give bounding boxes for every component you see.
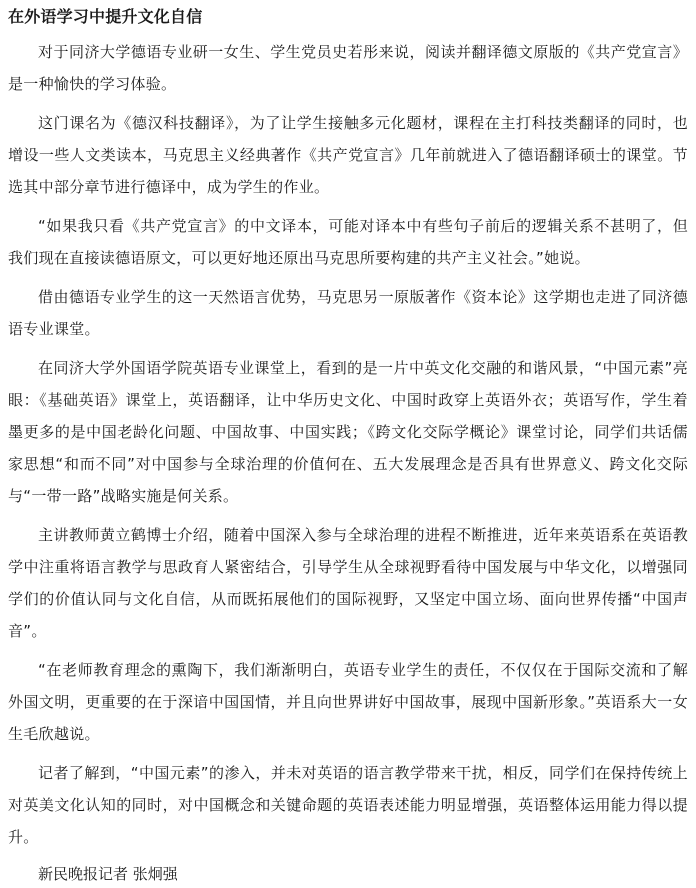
- paragraph-2: 这门课名为《德汉科技翻译》，为了让学生接触多元化题材，课程在主打科技类翻译的同时，也增设一些人文类读本，马克思主义经典著作《共产党宣言》几年前就进入了德语翻译硕士的课堂。节选其中部分章节进行德译中，成为学生的作业。: [8, 114, 688, 196]
- paragraph-5: 在同济大学外国语学院英语专业课堂上，看到的是一片中英文化交融的和谐风景，“中国元素”亮眼：《基础英语》课堂上，英语翻译，让中华历史文化、中国时政穿上英语外衣；英语写作，学生着墨更多的是中国老龄化问题、中国故事、中国实践；《跨文化交际学概论》课堂讨论，同学们共话儒家思想“和而不同”对中国参与全球治理的价值何在、五大发展理念是否具有世界意义、跨文化交际与“一带一路”战略实施是何关系。: [8, 359, 688, 505]
- paragraph-7: “在老师教育理念的熏陶下，我们渐渐明白，英语专业学生的责任，不仅仅在于国际交流和了解外国文明，更重要的在于深谙中国国情，并且向世界讲好中国故事，展现中国新形象。”英语系大一女生毛欣越说。: [8, 661, 688, 743]
- paragraph-8: 记者了解到，“中国元素”的渗入，并未对英语的语言教学带来干扰，相反，同学们在保持传统上对英美文化认知的同时，对中国概念和关键命题的英语表述能力明显增强，英语整体运用能力得以提升。: [8, 764, 688, 846]
- paragraph-4: 借由德语专业学生的这一天然语言优势，马克思另一原版著作《资本论》这学期也走进了同济德语专业课堂。: [8, 288, 688, 338]
- paragraph-1: 对于同济大学德语专业研一女生、学生党员史若彤来说，阅读并翻译德文原版的《共产党宣言》是一种愉快的学习体验。: [8, 43, 688, 93]
- paragraph-3: “如果我只看《共产党宣言》的中文译本，可能对译本中有些句子前后的逻辑关系不甚明了，但我们现在直接读德语原文，可以更好地还原出马克思所要构建的共产主义社会。”她说。: [8, 217, 688, 267]
- article-title: 在外语学习中提升文化自信: [8, 7, 203, 26]
- byline: 新民晚报记者 张炯强: [38, 865, 178, 883]
- paragraph-6: 主讲教师黄立鹤博士介绍，随着中国深入参与全球治理的进程不断推进，近年来英语系在英语教学中注重将语言教学与思政育人紧密结合，引导学生从全球视野看待中国发展与中华文化，以增强同学们的价值认同与文化自信，从而既拓展他们的国际视野，又坚定中国立场、面向世界传播“中国声音”。: [8, 526, 688, 640]
